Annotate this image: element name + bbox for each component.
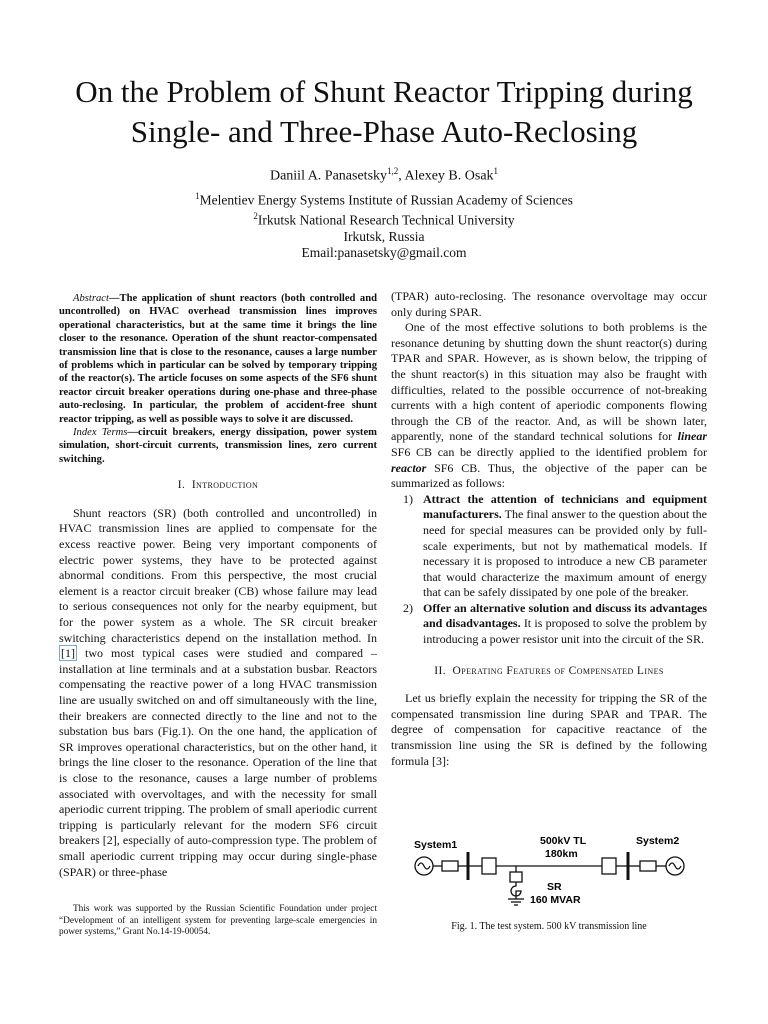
affiliation-2-text: Irkutsk National Research Technical University: [257, 212, 515, 228]
location: Irkutsk, Russia: [343, 228, 425, 244]
section-2-paragraph: Let us briefly explain the necessity for tripping the SR of the compensated transmission line during SPAR and TPAR. The degree of compensation for capacitive reactance of the transmission line using the SR is defined by the following formula [3]:: [391, 691, 707, 768]
list-item: [391, 601, 707, 648]
emph-linear: linear: [677, 429, 707, 444]
left-column: [59, 292, 377, 880]
intro-paragraph: [59, 506, 377, 880]
abstract: [59, 292, 377, 426]
affiliation-2: [40, 208, 728, 229]
transformer-2-icon: [640, 861, 656, 871]
affiliation-1: [40, 188, 728, 209]
list-item-heading: Attract the attention of technicians and equipment manufacturers.: [423, 491, 707, 522]
tl-length: 180km: [545, 848, 578, 860]
sr-breaker-icon: [510, 872, 522, 882]
footnote: This work was supported by the Russian Scientific Foundation under project “Development of an intelligent system for preventing large-scale emergencies in power systems,” Grant No.14-19-00054.: [59, 904, 377, 938]
sr-label: SR: [547, 881, 562, 893]
sr-rating: 160 MVAR: [530, 894, 581, 906]
tl-label: 500kV TL: [540, 835, 587, 847]
section-number: I.: [177, 479, 186, 492]
section-title: Operating Features of Compensated Lines: [452, 664, 664, 677]
section-number: II.: [434, 664, 446, 677]
section-heading-intro: [59, 478, 377, 494]
affiliation-2-sup: 2: [253, 211, 258, 222]
email: Email:panasetsky@gmail.com: [301, 244, 467, 260]
index-terms-label: Index Terms: [73, 427, 128, 439]
citation-link[interactable]: [1]: [61, 646, 75, 661]
objective-paragraph: [391, 320, 707, 492]
paper-title: [40, 72, 728, 152]
list-item-text: The final answer to the question about the need for special measures can be provided only by full-scale experiments, but not by mathematical models. If necessary it is proposed to introduce a new CB parameter that would characterize the maximum amount of energy that can be safely dissipated by one pole of the breaker.: [423, 507, 707, 600]
transformer-1-icon: [442, 861, 458, 871]
right-column: [391, 289, 707, 769]
title-line-2: Single- and Three-Phase Auto-Reclosing: [130, 114, 638, 149]
abstract-text: —The application of shunt reactors (both controlled and uncontrolled) on HVAC overhead transmission lines improves operational characteristics, but at the same time it brings the line closer to the resonance. Operation of the shunt reactor-compensated transmission line that is close to the resonance, causes a large number of problems which in particular can be solved by temporary tripping of the reactor(s). The article focuses on some aspects of the SF6 shunt reactor circuit breaker operations during one-phase and three-phase auto-reclosing. In particular, the problem of accident-free shunt reactor tripping, as well as possible ways to solve it are discussed.: [59, 293, 377, 425]
emph-reactor: reactor: [391, 460, 427, 475]
continued-paragraph: (TPAR) auto-reclosing. The resonance overvoltage may occur only during SPAR.: [391, 289, 707, 319]
objective-text-a: One of the most effective solutions to both problems is the resonance detuning by shutting down the shunt reactor(s) during TPAR and SPAR. However, as is shown below, the tripping of the shunt reactor(s) in this situation may also be fraught with difficulties, related to the possible occurrence of not-breaking currents with a high content of aperiodic components flowing through the CB of the reactor. And, as will be shown later, apparently, none of the standard technical solutions for: [391, 320, 707, 444]
breaker-2-icon: [602, 858, 616, 874]
test-system-diagram: [404, 826, 700, 918]
section-title: Introduction: [191, 479, 259, 492]
list-item-heading: Offer an alternative solution and discuss its advantages and disadvantages.: [423, 600, 707, 631]
system-1-label: System1: [414, 839, 458, 851]
list-item-number: 1): [403, 491, 413, 506]
index-terms-text: —circuit breakers, energy dissipation, power system simulation, short-circuit currents, transmission lines, zero current switching.: [59, 427, 377, 465]
title-line-1: On the Problem of Shunt Reactor Tripping during: [75, 74, 693, 109]
list-item-text: It is proposed to solve the problem by introducing a power resistor unit into the circuit of the SR.: [423, 616, 707, 647]
author-2: , Alexey B. Osak: [398, 168, 494, 184]
author-2-affil: 1: [493, 166, 499, 176]
intro-text-b: two most typical cases were studied and compared – installation at line terminals and at a substation busbar. Reactors compensating the reactive power of a long HVAC transmission line are usually switched on and off simultaneously with the line, their breakers are connected directly to the line and not to the substation bus bars (Fig.1). On the one hand, the application of SR improves operational characteristics, but on the other hand, it brings the line closer to the resonance. Operation of the line that is close to the resonance, causes a large number of problems associated with overvoltages, and with the necessity for small aperiodic current tripping. The problem of small aperiodic current tripping is particularly relevant for the modern SF6 circuit breakers [2], especially of auto-compression type. The problem of small aperiodic current tripping may occur during single-phase (SPAR) or three-phase: [59, 646, 377, 879]
affiliation-1-sup: 1: [195, 190, 200, 201]
generator-2-wave: [669, 863, 681, 869]
figure-caption: Fig. 1. The test system. 500 kV transmission line: [451, 921, 647, 932]
author-names: [40, 163, 728, 185]
affiliation-1-text: Melentiev Energy Systems Institute of Russian Academy of Sciences: [199, 192, 573, 208]
author-block: [40, 163, 728, 261]
intro-text-a: Shunt reactors (SR) (both controlled and uncontrolled) in HVAC transmission lines are applied to compensate for the excess reactive power. Being very important components of electric power systems, they have to be protected against abnormal conditions. From this perspective, the most crucial element is a reactor circuit breaker (CB) whose failure may lead to serious consequences not only for the nearby equipment, but for the power system as a whole. The SR circuit breaker switching characteristics depend on the installation method. In: [59, 505, 377, 645]
objective-text-c: SF6 CB. Thus, the objective of the paper can be summarized as follows:: [391, 460, 707, 491]
list-item: [391, 492, 707, 601]
list-item-number: 2): [403, 600, 413, 615]
shunt-reactor-icon: [511, 882, 521, 899]
system-2-label: System2: [636, 835, 680, 847]
author-1-affil: 1,2: [387, 166, 399, 176]
generator-1-wave: [418, 863, 430, 869]
index-terms: [59, 426, 377, 466]
author-1: Daniil A. Panasetsky: [269, 168, 388, 184]
objective-text-b: SF6 CB can be directly applied to the identified problem for: [391, 444, 707, 459]
abstract-label: Abstract: [73, 293, 109, 304]
section-heading-2: [391, 664, 707, 680]
breaker-1-icon: [482, 858, 496, 874]
